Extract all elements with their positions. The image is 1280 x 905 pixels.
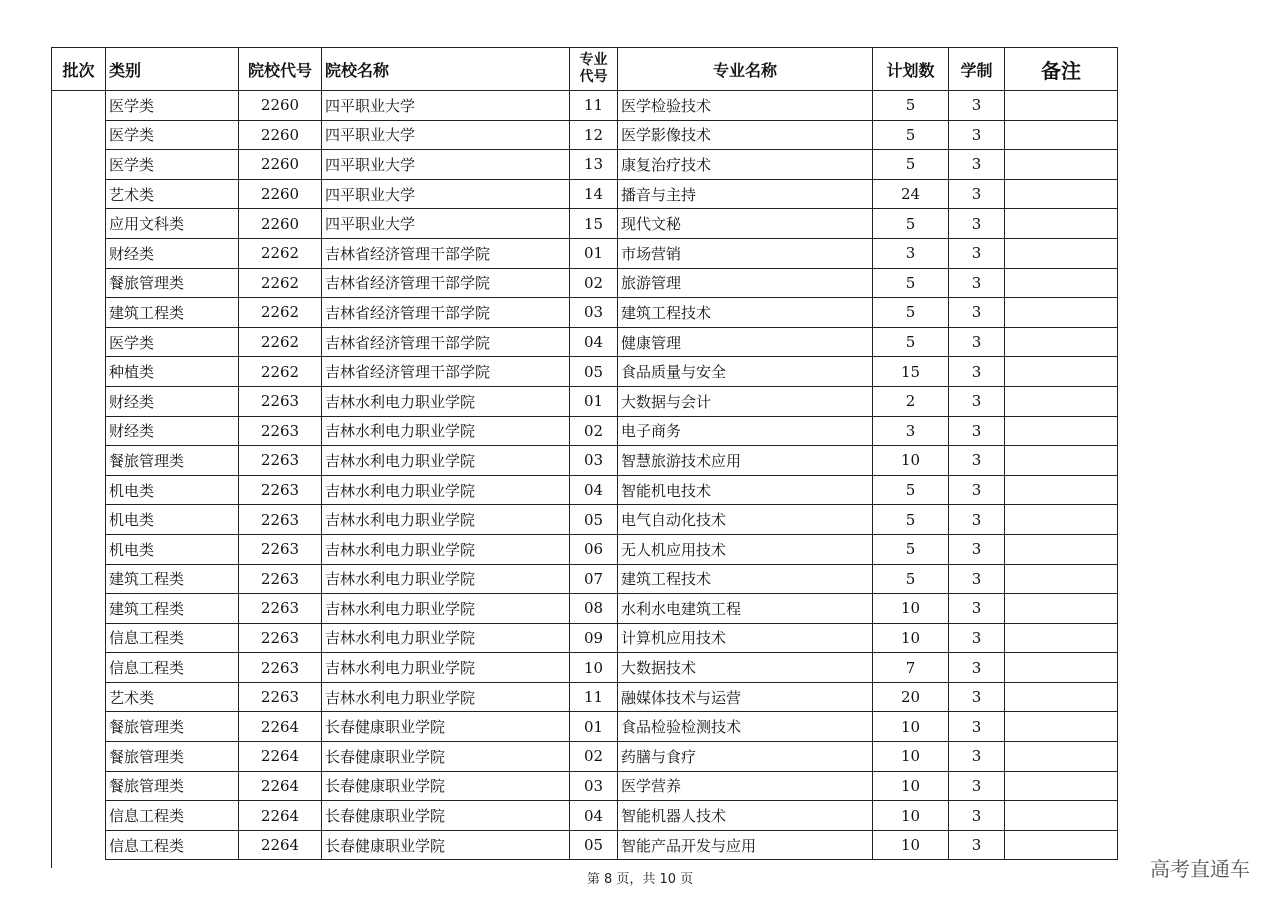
- cell-category: 信息工程类: [106, 653, 239, 683]
- cell-school-code: 2263: [239, 564, 322, 594]
- cell-category: 医学类: [106, 150, 239, 180]
- cell-category: 医学类: [106, 120, 239, 150]
- cell-major-name: 融媒体技术与运营: [618, 682, 873, 712]
- cell-school-name: 长春健康职业学院: [322, 771, 570, 801]
- cell-remark: [1005, 209, 1118, 239]
- cell-category: 餐旅管理类: [106, 446, 239, 476]
- cell-major-name: 现代文秘: [618, 209, 873, 239]
- cell-school-name: 长春健康职业学院: [322, 801, 570, 831]
- cell-remark: [1005, 179, 1118, 209]
- cell-remark: [1005, 653, 1118, 683]
- cell-school-name: 四平职业大学: [322, 120, 570, 150]
- cell-major-name: 大数据与会计: [618, 386, 873, 416]
- cell-category: 艺术类: [106, 179, 239, 209]
- table-row: [52, 653, 1118, 683]
- cell-years: 3: [949, 623, 1005, 653]
- cell-category: 机电类: [106, 534, 239, 564]
- cell-plan: 20: [873, 682, 949, 712]
- cell-school-code: 2263: [239, 682, 322, 712]
- cell-major-code: 04: [570, 475, 618, 505]
- cell-school-code: 2262: [239, 268, 322, 298]
- cell-years: 3: [949, 653, 1005, 683]
- cell-school-code: 2263: [239, 475, 322, 505]
- cell-plan: 5: [873, 209, 949, 239]
- batch-column-continuation: [51, 858, 52, 868]
- cell-major-name: 电气自动化技术: [618, 505, 873, 535]
- cell-major-name: 药膳与食疗: [618, 742, 873, 772]
- cell-years: 3: [949, 475, 1005, 505]
- table-row: [52, 238, 1118, 268]
- table-row: [52, 268, 1118, 298]
- cell-school-name: 吉林省经济管理干部学院: [322, 327, 570, 357]
- cell-years: 3: [949, 801, 1005, 831]
- cell-remark: [1005, 771, 1118, 801]
- cell-category: 医学类: [106, 327, 239, 357]
- cell-category: 餐旅管理类: [106, 712, 239, 742]
- cell-years: 3: [949, 179, 1005, 209]
- cell-years: 3: [949, 534, 1005, 564]
- table-row: [52, 505, 1118, 535]
- cell-school-name: 吉林水利电力职业学院: [322, 416, 570, 446]
- cell-school-name: 吉林水利电力职业学院: [322, 475, 570, 505]
- cell-years: 3: [949, 564, 1005, 594]
- cell-school-name: 吉林省经济管理干部学院: [322, 238, 570, 268]
- cell-major-code: 02: [570, 416, 618, 446]
- table-row: [52, 446, 1118, 476]
- cell-plan: 5: [873, 91, 949, 121]
- cell-major-name: 水利水电建筑工程: [618, 594, 873, 624]
- table-row: [52, 830, 1118, 860]
- cell-remark: [1005, 534, 1118, 564]
- cell-school-name: 吉林水利电力职业学院: [322, 653, 570, 683]
- cell-school-name: 吉林水利电力职业学院: [322, 386, 570, 416]
- cell-plan: 10: [873, 446, 949, 476]
- cell-years: 3: [949, 298, 1005, 328]
- cell-school-code: 2262: [239, 327, 322, 357]
- cell-school-name: 吉林水利电力职业学院: [322, 534, 570, 564]
- header-major-code-line2: 代号: [579, 69, 608, 85]
- admission-plan-table: [51, 47, 1118, 860]
- cell-remark: [1005, 682, 1118, 712]
- cell-category: 机电类: [106, 475, 239, 505]
- cell-school-code: 2263: [239, 534, 322, 564]
- table-row: [52, 594, 1118, 624]
- header-category: 类别: [106, 48, 239, 91]
- table-row: [52, 623, 1118, 653]
- cell-school-name: 吉林省经济管理干部学院: [322, 268, 570, 298]
- cell-years: 3: [949, 416, 1005, 446]
- cell-remark: [1005, 386, 1118, 416]
- cell-school-name: 吉林水利电力职业学院: [322, 446, 570, 476]
- cell-major-name: 医学营养: [618, 771, 873, 801]
- cell-major-code: 05: [570, 830, 618, 860]
- cell-years: 3: [949, 446, 1005, 476]
- cell-category: 餐旅管理类: [106, 771, 239, 801]
- cell-school-code: 2263: [239, 446, 322, 476]
- cell-plan: 10: [873, 830, 949, 860]
- table-row: [52, 742, 1118, 772]
- cell-major-name: 医学影像技术: [618, 120, 873, 150]
- table-row: [52, 534, 1118, 564]
- cell-plan: 10: [873, 801, 949, 831]
- cell-years: 3: [949, 830, 1005, 860]
- cell-category: 艺术类: [106, 682, 239, 712]
- cell-school-code: 2263: [239, 623, 322, 653]
- cell-major-code: 06: [570, 534, 618, 564]
- cell-years: 3: [949, 771, 1005, 801]
- cell-category: 信息工程类: [106, 830, 239, 860]
- header-major-code-line1: 专业: [579, 52, 608, 68]
- cell-remark: [1005, 416, 1118, 446]
- cell-remark: [1005, 357, 1118, 387]
- cell-category: 餐旅管理类: [106, 268, 239, 298]
- cell-major-code: 14: [570, 179, 618, 209]
- cell-major-name: 建筑工程技术: [618, 564, 873, 594]
- cell-major-name: 大数据技术: [618, 653, 873, 683]
- cell-school-name: 四平职业大学: [322, 91, 570, 121]
- cell-category: 信息工程类: [106, 623, 239, 653]
- cell-remark: [1005, 475, 1118, 505]
- cell-major-code: 04: [570, 801, 618, 831]
- cell-school-name: 吉林水利电力职业学院: [322, 505, 570, 535]
- cell-major-name: 食品质量与安全: [618, 357, 873, 387]
- table-row: [52, 416, 1118, 446]
- table-row: [52, 91, 1118, 121]
- cell-school-name: 吉林省经济管理干部学院: [322, 357, 570, 387]
- cell-school-code: 2264: [239, 801, 322, 831]
- cell-remark: [1005, 505, 1118, 535]
- cell-years: 3: [949, 357, 1005, 387]
- cell-school-code: 2262: [239, 238, 322, 268]
- cell-plan: 5: [873, 150, 949, 180]
- table-row: [52, 475, 1118, 505]
- header-remark: 备注: [1005, 48, 1118, 91]
- table-row: [52, 120, 1118, 150]
- cell-major-code: 01: [570, 712, 618, 742]
- cell-school-code: 2260: [239, 150, 322, 180]
- cell-school-code: 2263: [239, 416, 322, 446]
- cell-remark: [1005, 298, 1118, 328]
- cell-school-code: 2263: [239, 653, 322, 683]
- cell-remark: [1005, 238, 1118, 268]
- cell-school-code: 2263: [239, 505, 322, 535]
- cell-plan: 5: [873, 564, 949, 594]
- table-row: [52, 682, 1118, 712]
- cell-school-code: 2262: [239, 298, 322, 328]
- table-row: [52, 771, 1118, 801]
- cell-school-name: 吉林省经济管理干部学院: [322, 298, 570, 328]
- cell-school-code: 2260: [239, 209, 322, 239]
- cell-years: 3: [949, 505, 1005, 535]
- cell-major-code: 12: [570, 120, 618, 150]
- header-years: 学制: [949, 48, 1005, 91]
- cell-school-code: 2264: [239, 712, 322, 742]
- cell-category: 种植类: [106, 357, 239, 387]
- cell-major-code: 04: [570, 327, 618, 357]
- header-row: [52, 48, 1118, 91]
- cell-plan: 15: [873, 357, 949, 387]
- cell-plan: 10: [873, 594, 949, 624]
- cell-major-code: 01: [570, 238, 618, 268]
- cell-plan: 10: [873, 742, 949, 772]
- cell-school-code: 2260: [239, 179, 322, 209]
- cell-plan: 24: [873, 179, 949, 209]
- cell-school-code: 2264: [239, 742, 322, 772]
- cell-category: 应用文科类: [106, 209, 239, 239]
- cell-major-code: 11: [570, 682, 618, 712]
- cell-plan: 10: [873, 712, 949, 742]
- cell-school-code: 2264: [239, 771, 322, 801]
- cell-remark: [1005, 120, 1118, 150]
- header-batch: 批次: [52, 48, 106, 91]
- cell-remark: [1005, 564, 1118, 594]
- cell-plan: 5: [873, 534, 949, 564]
- cell-major-name: 智能产品开发与应用: [618, 830, 873, 860]
- cell-major-name: 医学检验技术: [618, 91, 873, 121]
- cell-category: 建筑工程类: [106, 298, 239, 328]
- cell-school-code: 2263: [239, 386, 322, 416]
- cell-plan: 10: [873, 623, 949, 653]
- header-plan: 计划数: [873, 48, 949, 91]
- table-row: [52, 564, 1118, 594]
- cell-plan: 3: [873, 416, 949, 446]
- table-row: [52, 357, 1118, 387]
- cell-school-name: 四平职业大学: [322, 150, 570, 180]
- cell-major-name: 智慧旅游技术应用: [618, 446, 873, 476]
- cell-school-code: 2264: [239, 830, 322, 860]
- cell-plan: 5: [873, 298, 949, 328]
- page-footer: 第 8 页，共 10 页: [586, 872, 694, 887]
- table-row: [52, 327, 1118, 357]
- cell-major-name: 无人机应用技术: [618, 534, 873, 564]
- cell-remark: [1005, 801, 1118, 831]
- table-body: [52, 91, 1118, 860]
- cell-school-name: 吉林水利电力职业学院: [322, 564, 570, 594]
- cell-school-name: 长春健康职业学院: [322, 712, 570, 742]
- cell-major-code: 05: [570, 505, 618, 535]
- cell-major-name: 电子商务: [618, 416, 873, 446]
- cell-school-name: 长春健康职业学院: [322, 830, 570, 860]
- cell-major-code: 13: [570, 150, 618, 180]
- table-row: [52, 209, 1118, 239]
- cell-major-code: 10: [570, 653, 618, 683]
- cell-years: 3: [949, 682, 1005, 712]
- cell-major-name: 建筑工程技术: [618, 298, 873, 328]
- cell-plan: 5: [873, 475, 949, 505]
- cell-major-name: 智能机器人技术: [618, 801, 873, 831]
- cell-major-name: 智能机电技术: [618, 475, 873, 505]
- cell-major-name: 市场营销: [618, 238, 873, 268]
- cell-years: 3: [949, 594, 1005, 624]
- table-row: [52, 801, 1118, 831]
- cell-school-name: 吉林水利电力职业学院: [322, 623, 570, 653]
- table-row: [52, 179, 1118, 209]
- cell-major-code: 05: [570, 357, 618, 387]
- cell-years: 3: [949, 209, 1005, 239]
- cell-years: 3: [949, 327, 1005, 357]
- cell-school-code: 2262: [239, 357, 322, 387]
- cell-remark: [1005, 91, 1118, 121]
- cell-major-name: 康复治疗技术: [618, 150, 873, 180]
- cell-major-name: 播音与主持: [618, 179, 873, 209]
- cell-school-code: 2260: [239, 91, 322, 121]
- cell-years: 3: [949, 91, 1005, 121]
- cell-years: 3: [949, 268, 1005, 298]
- cell-major-code: 02: [570, 268, 618, 298]
- cell-major-code: 11: [570, 91, 618, 121]
- cell-plan: 2: [873, 386, 949, 416]
- cell-years: 3: [949, 386, 1005, 416]
- cell-major-code: 03: [570, 446, 618, 476]
- cell-remark: [1005, 150, 1118, 180]
- cell-plan: 5: [873, 505, 949, 535]
- cell-school-name: 长春健康职业学院: [322, 742, 570, 772]
- cell-remark: [1005, 623, 1118, 653]
- cell-years: 3: [949, 712, 1005, 742]
- header-school-code: 院校代号: [239, 48, 322, 91]
- cell-category: 建筑工程类: [106, 564, 239, 594]
- cell-school-name: 吉林水利电力职业学院: [322, 682, 570, 712]
- cell-plan: 3: [873, 238, 949, 268]
- cell-category: 机电类: [106, 505, 239, 535]
- cell-plan: 7: [873, 653, 949, 683]
- cell-plan: 5: [873, 268, 949, 298]
- header-major-code: [570, 48, 618, 91]
- cell-remark: [1005, 742, 1118, 772]
- cell-category: 餐旅管理类: [106, 742, 239, 772]
- cell-years: 3: [949, 120, 1005, 150]
- cell-category: 财经类: [106, 416, 239, 446]
- cell-plan: 10: [873, 771, 949, 801]
- cell-remark: [1005, 446, 1118, 476]
- cell-major-code: 03: [570, 298, 618, 328]
- cell-years: 3: [949, 238, 1005, 268]
- cell-major-code: 15: [570, 209, 618, 239]
- cell-school-name: 四平职业大学: [322, 209, 570, 239]
- cell-major-code: 08: [570, 594, 618, 624]
- cell-school-code: 2263: [239, 594, 322, 624]
- cell-major-code: 09: [570, 623, 618, 653]
- cell-category: 信息工程类: [106, 801, 239, 831]
- cell-major-name: 旅游管理: [618, 268, 873, 298]
- cell-major-name: 食品检验检测技术: [618, 712, 873, 742]
- header-school-name: 院校名称: [322, 48, 570, 91]
- cell-major-code: 02: [570, 742, 618, 772]
- cell-remark: [1005, 327, 1118, 357]
- cell-remark: [1005, 594, 1118, 624]
- cell-category: 医学类: [106, 91, 239, 121]
- cell-remark: [1005, 830, 1118, 860]
- cell-major-code: 03: [570, 771, 618, 801]
- cell-plan: 5: [873, 327, 949, 357]
- cell-school-name: 吉林水利电力职业学院: [322, 594, 570, 624]
- cell-major-code: 07: [570, 564, 618, 594]
- watermark-text: 高考直通车: [1150, 857, 1250, 881]
- cell-school-name: 四平职业大学: [322, 179, 570, 209]
- cell-category: 财经类: [106, 238, 239, 268]
- header-major-name: 专业名称: [618, 48, 873, 91]
- cell-major-code: 01: [570, 386, 618, 416]
- table-row: [52, 386, 1118, 416]
- cell-batch: [52, 91, 106, 860]
- cell-category: 建筑工程类: [106, 594, 239, 624]
- cell-school-code: 2260: [239, 120, 322, 150]
- cell-category: 财经类: [106, 386, 239, 416]
- cell-remark: [1005, 712, 1118, 742]
- cell-years: 3: [949, 742, 1005, 772]
- cell-plan: 5: [873, 120, 949, 150]
- table-row: [52, 150, 1118, 180]
- cell-major-name: 健康管理: [618, 327, 873, 357]
- table-row: [52, 298, 1118, 328]
- cell-remark: [1005, 268, 1118, 298]
- cell-years: 3: [949, 150, 1005, 180]
- cell-major-name: 计算机应用技术: [618, 623, 873, 653]
- table-row: [52, 712, 1118, 742]
